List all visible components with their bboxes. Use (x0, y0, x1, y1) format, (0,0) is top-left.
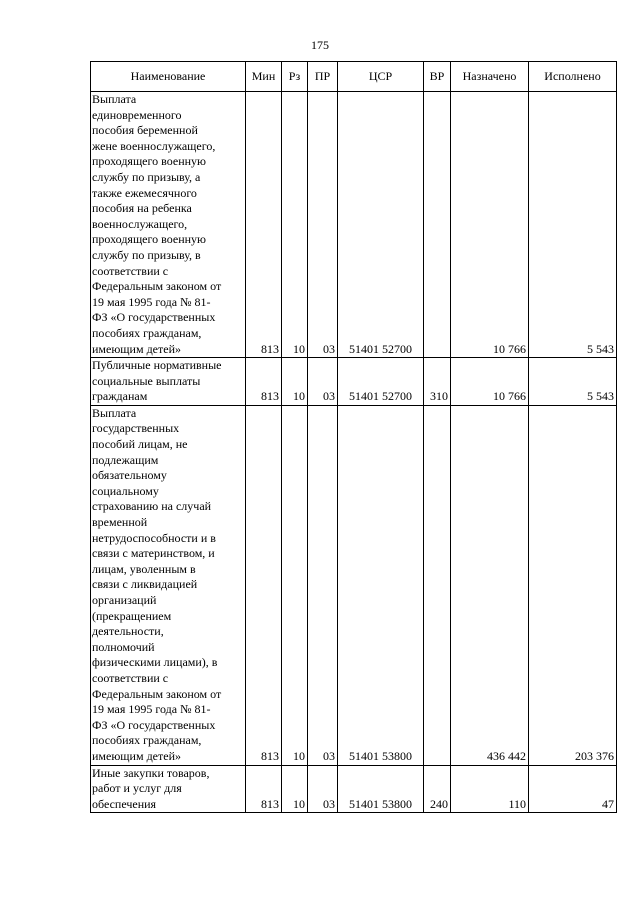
row-min: 813 (246, 765, 282, 813)
row-assigned: 436 442 (451, 405, 529, 765)
row-rz: 10 (282, 405, 308, 765)
row-vr (424, 405, 451, 765)
row-csr: 51401 52700 (338, 92, 424, 358)
row-rz: 10 (282, 92, 308, 358)
row-rz: 10 (282, 358, 308, 406)
row-name: Иные закупки товаров, работ и услуг для обеспечения (91, 765, 246, 813)
row-executed: 47 (529, 765, 617, 813)
row-vr (424, 92, 451, 358)
header-min: Мин (246, 62, 282, 92)
header-name: Наименование (91, 62, 246, 92)
row-vr: 240 (424, 765, 451, 813)
row-min: 813 (246, 92, 282, 358)
row-executed: 5 543 (529, 92, 617, 358)
row-pr: 03 (308, 405, 338, 765)
row-assigned: 10 766 (451, 92, 529, 358)
page-number: 175 (311, 38, 329, 52)
row-executed: 203 376 (529, 405, 617, 765)
row-name: Выплата государственных пособий лицам, не подлежащим обязательному социальному страхованию на случай временной нетрудоспособности и в связи с материнством, и лицам, уволенным в связи с ликвидацией организаций (прекращением деятельности, полномочий физическими лицами), в соответствии с Федеральным законом от 19 мая 1995 года № 81- ФЗ «О государственных пособиях гражданам, имеющим детей» (91, 405, 246, 765)
row-vr: 310 (424, 358, 451, 406)
row-name: Выплата единовременного пособия беременной жене военнослужащего, проходящего военную службу по призыву, а также ежемесячного пособия на ребенка военнослужащего, проходящего военную службу по призыву, в соответствии с Федеральным законом от 19 мая 1995 года № 81- ФЗ «О государственных пособиях гражданам, имеющим детей» (91, 92, 246, 358)
table-header-row (91, 62, 617, 92)
row-pr: 03 (308, 92, 338, 358)
table-row (91, 92, 617, 358)
table-row (91, 405, 617, 765)
row-csr: 51401 53800 (338, 405, 424, 765)
row-csr: 51401 52700 (338, 358, 424, 406)
header-executed: Исполнено (529, 62, 617, 92)
table-row (91, 765, 617, 813)
header-csr: ЦСР (338, 62, 424, 92)
header-pr: ПР (308, 62, 338, 92)
row-min: 813 (246, 405, 282, 765)
row-pr: 03 (308, 358, 338, 406)
row-assigned: 110 (451, 765, 529, 813)
table-row (91, 358, 617, 406)
row-csr: 51401 53800 (338, 765, 424, 813)
header-rz: Рз (282, 62, 308, 92)
header-vr: ВР (424, 62, 451, 92)
row-rz: 10 (282, 765, 308, 813)
row-assigned: 10 766 (451, 358, 529, 406)
budget-table (90, 61, 617, 813)
row-name: Публичные нормативные социальные выплаты гражданам (91, 358, 246, 406)
header-assigned: Назначено (451, 62, 529, 92)
row-min: 813 (246, 358, 282, 406)
row-pr: 03 (308, 765, 338, 813)
row-executed: 5 543 (529, 358, 617, 406)
